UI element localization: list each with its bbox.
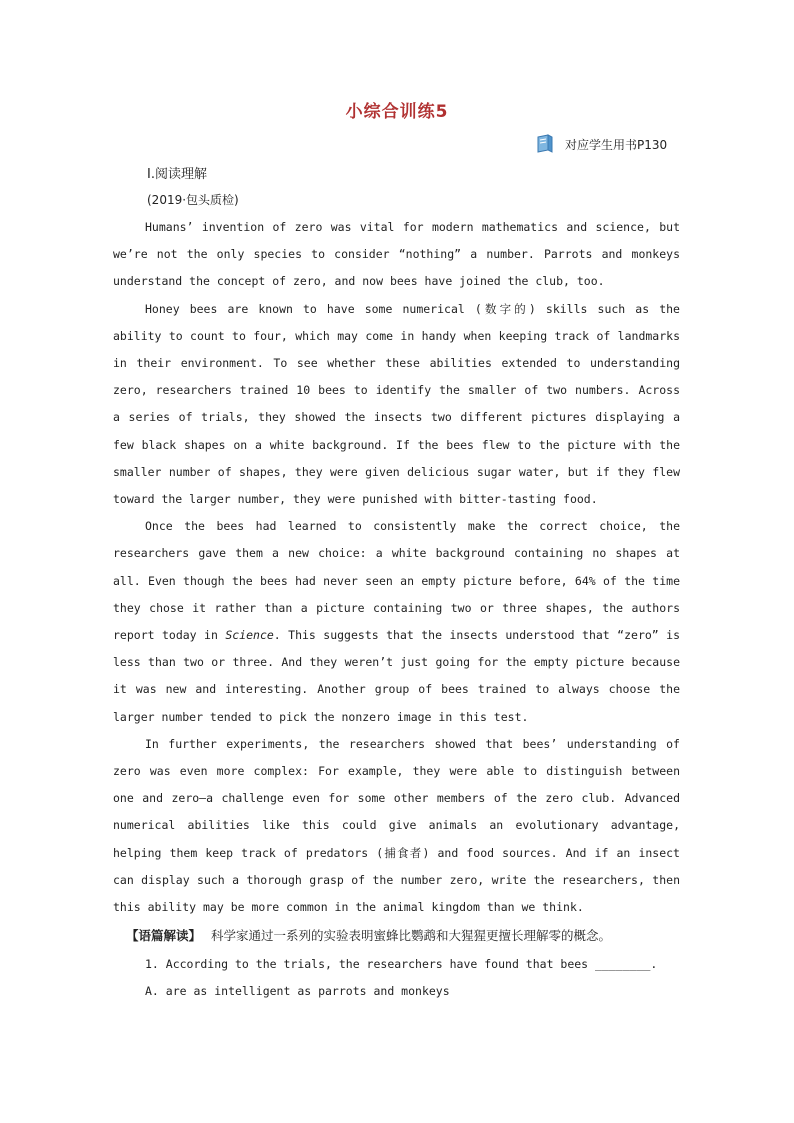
paragraph-2: Honey bees are known to have some numerical (数字的) skills such as the ability to count to four, which may come in handy when keeping track of landmarks in their environment. To see whether these abilities extended to understanding zero, researchers trained 10 bees to identify the smaller of two numbers. Across a series of trials, they showed the insects two different pictures displaying a few black shapes on a white background. If the bees flew to the picture with the smaller number of shapes, they were given delicious sugar water, but if they flew toward the larger number, they were punished with bitter-tasting food. <box>113 301 680 507</box>
reading-note-label: 【语篇解读】 <box>126 928 202 943</box>
paragraph-3 <box>113 513 680 731</box>
question-stem: 1. According to the trials, the researchers have found that bees ________. <box>145 957 658 971</box>
paragraph-1: Humans’ invention of zero was vital for modern mathematics and science, but we’re not the only species to consider “nothing” a number. Parrots and monkeys understand the concept of zero, and now bees have joined the club, too. <box>113 220 680 289</box>
reference-text: 对应学生用书P130 <box>565 137 668 152</box>
reading-note <box>126 926 706 944</box>
paragraph-3-part-1: Once the bees had learned to consistently make the correct choice, the researchers gave them a new choice: a white background containing no shapes at all. Even though the bees had never seen an empty picture before, 64% of the time they chose it rather than a picture containing two or three shapes, the authors report today in <box>113 519 680 643</box>
source-tag: (2019·包头质检) <box>147 193 239 207</box>
paragraph-4: In further experiments, the researchers showed that bees’ understanding of zero was even more complex: For example, they were able to distinguish between one and zero—a challenge even for some other members of the zero club. Advanced numerical abilities like this could give animals an evolutionary advantage, helping them keep track of predators (捕食者) and food sources. And if an insect can display such a thorough grasp of the number zero, write the researchers, then this ability may be more common in the animal kingdom than we think. <box>113 736 680 915</box>
article-body <box>113 214 680 921</box>
reading-note-text: 科学家通过一系列的实验表明蜜蜂比鹦鹉和大猩猩更擅长理解零的概念。 <box>211 928 612 943</box>
paragraph-3-part-2: . This suggests that the insects understood that “zero” is less than two or three. And they weren’t just going for the empty picture because it was new and interesting. Another group of bees trained to always choose the larger number tended to pick the nonzero image in this test. <box>113 628 680 724</box>
page-title: 小综合训练5 <box>345 102 449 122</box>
section-heading: Ⅰ.阅读理解 <box>147 167 207 182</box>
book-reference <box>535 134 667 154</box>
book-icon <box>535 134 557 154</box>
option-a: A. are as intelligent as parrots and monkeys <box>145 984 450 998</box>
journal-name: Science <box>225 628 274 643</box>
